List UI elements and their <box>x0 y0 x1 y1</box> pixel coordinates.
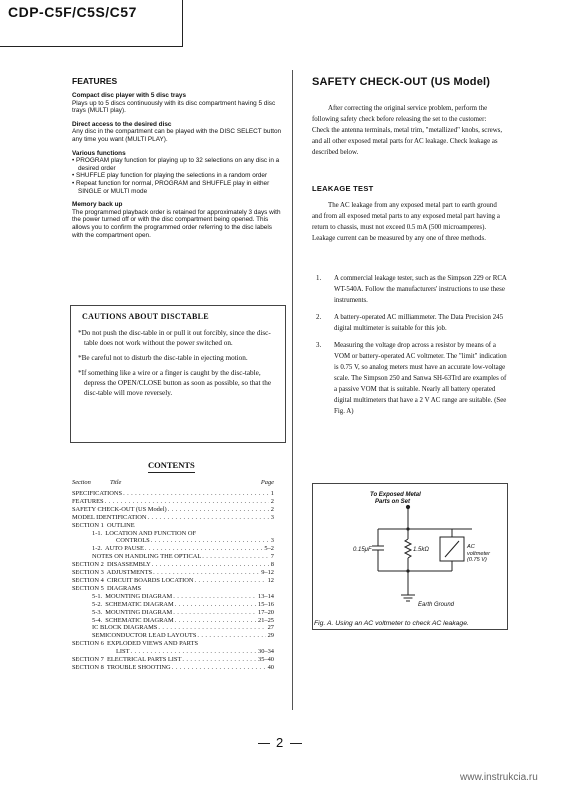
contents-row-leader <box>174 601 256 609</box>
figure-label-metal <box>370 492 421 506</box>
contents-row-leader <box>174 617 256 625</box>
contents-list <box>72 490 274 672</box>
contents-row-leader <box>194 577 266 585</box>
contents-header-page: Page <box>260 479 274 486</box>
feature-bullet: • Repeat function for normal, PROGRAM and SHUFFLE play in either SINGLE or MULTI mode <box>72 179 270 195</box>
contents-row-title: 1-1. LOCATION AND FUNCTION OF <box>92 529 197 537</box>
feature-heading: Direct access to the desired disc <box>72 120 172 128</box>
figure-label-line: Parts on Set <box>375 499 411 505</box>
earth-ground-label: Earth Ground <box>418 602 455 608</box>
contents-row-page: 1 <box>270 490 274 497</box>
contents-row-leader <box>172 593 256 601</box>
contents-row <box>72 648 274 656</box>
page-dash-right <box>290 743 302 744</box>
contents-row-page <box>272 585 274 593</box>
feature-list <box>72 157 282 195</box>
contents-row-title: FEATURES <box>72 497 104 505</box>
voltmeter-label-line: (0.75 V) <box>467 557 487 563</box>
contents-row-title: SECTION 8 TROUBLE SHOOTING <box>72 663 171 671</box>
contents-row-title: LIST <box>116 648 130 656</box>
caution-item: *Be careful not to disturb the disc-table in ejecting motion. <box>78 354 248 362</box>
cautions-title: CAUTIONS ABOUT DISCTABLE <box>82 312 209 321</box>
contents-row-title: NOTES ON HANDLING THE OPTICAL <box>92 553 202 561</box>
caution-item: *If something like a wire or a finger is caught by the disc-table, depress the OPEN/CLOSE button as soon as possible, so that the disc-table will move reversely. <box>78 369 272 397</box>
contents-row-leader <box>171 664 266 672</box>
contents-row-leader <box>144 545 263 553</box>
contents-row-leader <box>151 561 269 569</box>
contents-row-title: SECTION 1 OUTLINE <box>72 521 135 529</box>
contents-row-leader <box>147 514 269 522</box>
contents-row-page: 5–2 <box>264 545 274 553</box>
contents-row-page: 21–25 <box>258 616 274 624</box>
contents-row-title: SECTION 2 DISASSEMBLY <box>72 561 151 569</box>
leakage-paragraph: The AC leakage from any exposed metal part to earth ground and from all exposed metal parts to any exposed metal part having a return to chassis, must not exceed 0.5 mA (500 microamperes). Leakage current can be measured by any one of three methods. <box>312 202 500 242</box>
contents-row-title: SEMICONDUCTOR LEAD LAYOUTS <box>92 632 197 640</box>
contents-row <box>72 577 274 585</box>
feature-text: The programmed playback order is retained for approximately 3 days with the power turned off or with the disc compartment being opened. This allows you to confirm the programmed order referring to the disc labels with the compartment open. <box>72 208 281 239</box>
leakage-test-title: LEAKAGE TEST <box>312 184 374 193</box>
method-text: A commercial leakage tester, such as the Simpson 229 or RCA WT-540A. Follow the manufacturers' instructions to use these instruments. <box>334 275 507 304</box>
contents-row-title: 5-3. MOUNTING DIAGRAM <box>92 608 173 616</box>
contents-row-title: MODEL IDENTIFICATION <box>72 513 147 521</box>
contents-row <box>72 585 274 593</box>
contents-row-page: 9–12 <box>261 569 274 577</box>
model-title: CDP-C5F/C5S/C57 <box>8 4 137 20</box>
feature-bullet: • PROGRAM play function for playing up to 32 selections on any disc in a desired order <box>72 157 280 172</box>
contents-row-page: 29 <box>267 632 274 640</box>
contents-row-page <box>272 640 274 648</box>
feature-text: Plays up to 5 discs continuously with its disc compartment having 5 disc trays (MULTI play). <box>72 99 276 115</box>
feature-heading: Various functions <box>72 149 126 157</box>
column-divider <box>292 70 293 710</box>
contents-row-leader <box>130 648 257 656</box>
contents-row-leader <box>196 632 265 640</box>
contents-row-leader <box>172 609 256 617</box>
contents-row-page: 7 <box>270 553 274 561</box>
safety-intro <box>312 103 508 158</box>
contents-row-leader <box>167 506 269 514</box>
features-body <box>72 92 282 239</box>
contents-row-leader <box>104 498 269 506</box>
capacitor-label: 0.15μF <box>353 547 372 553</box>
contents-row-title: CONTROLS <box>116 537 150 545</box>
resistor-label: 1.5kΩ <box>413 547 429 553</box>
contents-row-page: 2 <box>270 505 274 513</box>
safety-intro-text: After correcting the original service problem, perform the following safety check before releasing the set to the customer: <box>312 105 488 123</box>
caution-item: *Do not push the disc-table in or pull it out forcibly, since the disc-table does not work without the power switched on. <box>78 329 271 347</box>
contents-row <box>72 506 274 514</box>
contents-row-page: 27 <box>267 624 274 632</box>
contents-row-leader <box>201 553 269 561</box>
contents-row-leader <box>150 537 269 545</box>
contents-row <box>72 617 274 625</box>
contents-row <box>72 664 274 672</box>
feature-bullet: • SHUFFLE play function for playing the selections in a random order <box>72 172 268 180</box>
contents-row-page: 35–40 <box>258 656 274 664</box>
contents-row <box>72 490 274 498</box>
contents-row-title: 5-1. MOUNTING DIAGRAM <box>92 592 173 600</box>
contents-row <box>72 632 274 640</box>
contents-title: CONTENTS <box>148 460 195 473</box>
contents-row <box>72 656 274 664</box>
feature-heading: Memory back up <box>72 201 123 209</box>
contents-row-page: 15–16 <box>258 600 274 608</box>
method-text: A battery-operated AC milliammeter. The Data Precision 245 digital multimeter is suitable for this job. <box>334 314 504 332</box>
contents-row-page: 17–20 <box>258 608 274 616</box>
contents-row-title: 5-2. SCHEMATIC DIAGRAM <box>92 600 174 608</box>
contents-row-title: SECTION 7 ELECTRICAL PARTS LIST <box>72 656 182 664</box>
contents-row <box>72 593 274 601</box>
figure-label-line: To Exposed Metal <box>370 492 421 498</box>
contents-row-leader <box>157 624 265 632</box>
contents-row-leader <box>152 569 259 577</box>
contents-row-title: IC BLOCK DIAGRAMS <box>92 624 158 632</box>
safety-title: SAFETY CHECK-OUT (US Model) <box>312 76 491 88</box>
safety-intro-text-2: Check the antenna terminals, metal trim, "metallized" knobs, screws, and all other exposed metal parts for AC leakage. Check leakage as described below. <box>312 127 503 156</box>
contents-row-page: 30–34 <box>258 648 274 656</box>
contents-row <box>72 514 274 522</box>
voltmeter-label-line: voltmeter <box>467 550 491 557</box>
contents-row-title: SECTION 3 ADJUSTMENTS <box>72 569 153 577</box>
contents-row <box>72 601 274 609</box>
contents-header-title: Title <box>110 479 122 486</box>
contents-row-page: 40 <box>267 663 274 671</box>
method-item: 3. Measuring the voltage drop across a resistor by means of a VOM or battery-operated AC voltmeter. The "limit" indication is 0.75 V, so analog meters must have an accurate low-voltage scale. The Simpson 250 and Sanwa SH-63Trd are examples of a passive VOM that is suitable. Nearly all battery operated digital multimeters that have a 2 V AC range are suitable. (See Fig. A) <box>316 342 507 415</box>
method-item: 2. A battery-operated AC milliammeter. The Data Precision 245 digital multimeter is suitable for this job. <box>312 312 508 334</box>
contents-row-leader <box>122 490 269 498</box>
contents-row-page <box>272 530 274 538</box>
page-dash-left <box>258 743 270 744</box>
contents-row-leader <box>181 656 256 664</box>
watermark: www.instrukcia.ru <box>460 772 538 783</box>
contents-row-page: 2 <box>270 497 274 505</box>
contents-row <box>72 624 274 632</box>
feature-text: Any disc in the compartment can be played with the DISC SELECT button any time you want (MULTI PLAY). <box>72 128 282 143</box>
figure-caption: Fig. A. Using an AC voltmeter to check AC leakage. <box>314 620 469 627</box>
contents-row-title: SECTION 6 EXPLODED VIEWS AND PARTS <box>72 640 199 648</box>
contents-row-page: 3 <box>270 537 274 545</box>
methods-list <box>312 273 508 423</box>
method-text: Measuring the voltage drop across a resistor by means of a VOM or battery-operated AC voltmeter. The "limit" indication is 0.75 V, so analog meters must have an accurate low-voltage scale. The Simpson 250 and Sanwa SH-63Trd are examples of a passive VOM that is suitable. Nearly all battery operated digital multimeters that have a 2 V AC range are suitable. (See Fig. A) <box>334 342 507 415</box>
contents-row-page: 3 <box>270 513 274 521</box>
feature-heading: Compact disc player with 5 disc trays <box>72 92 187 99</box>
contents-row <box>72 537 274 545</box>
voltmeter-label-line: AC <box>467 544 475 550</box>
contents-row-title: SECTION 5 DIAGRAMS <box>72 584 142 592</box>
contents-row-page <box>272 522 274 530</box>
contents-row <box>72 545 274 553</box>
contents-row-title: SECTION 4 CIRCUIT BOARDS LOCATION <box>72 576 194 584</box>
contents-row <box>72 522 274 530</box>
page-number: 2 <box>276 735 284 750</box>
contents-row <box>72 609 274 617</box>
contents-row-title: SPECIFICATIONS <box>72 490 123 497</box>
contents-row-page: 13–14 <box>258 592 274 600</box>
contents-row <box>72 569 274 577</box>
method-item: 1. A commercial leakage tester, such as the Simpson 229 or RCA WT-540A. Follow the manufacturers' instructions to use these instruments. <box>316 275 507 304</box>
contents-row-page: 12 <box>267 576 274 584</box>
contents-row-title: 1-2. AUTO PAUSE <box>92 545 144 553</box>
contents-row <box>72 561 274 569</box>
voltmeter-label <box>467 544 490 564</box>
contents-header-section: Section <box>72 479 91 486</box>
contents-row <box>72 498 274 506</box>
cautions-list <box>78 328 278 403</box>
contents-row-title: SAFETY CHECK-OUT (US Model) <box>72 505 167 513</box>
contents-row-page: 8 <box>270 561 274 569</box>
contents-row <box>72 640 274 648</box>
leakage-text <box>312 200 508 244</box>
contents-row <box>72 553 274 561</box>
contents-row <box>72 530 274 538</box>
features-title: FEATURES <box>72 76 118 86</box>
contents-row-title: 5-4. SCHEMATIC DIAGRAM <box>92 616 174 624</box>
